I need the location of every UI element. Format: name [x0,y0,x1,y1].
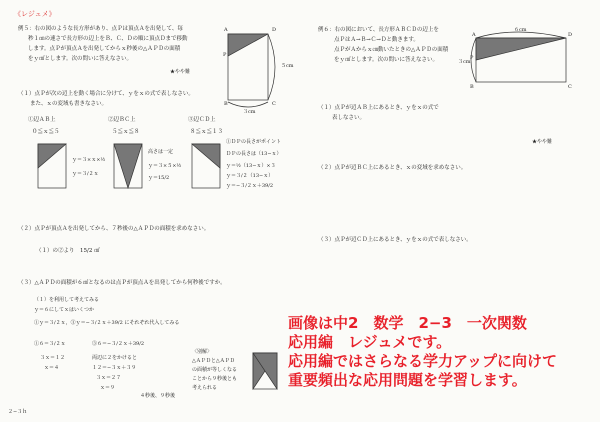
ex5-text-2: 秒１㎝の速さで長方形の辺上をＢ、Ｃ、Ｄの順に頂点Ｄまで移動 [28,36,188,42]
overlay-line-2: 応用編 レジュメです。 [288,333,452,351]
fig5-label-p: P [223,52,227,58]
overlay-line-3: 応用編ではさらなる学力アップに向けて [288,352,557,370]
ex5-text-1: 例５：右の図のような長方形があり、点Ｐは頂点Ａを出発して、毎 [18,26,183,32]
case2-eq-a: 高さは一定 [148,149,174,155]
case3-eq-c: ｙ＝½（13−ｘ）×３ [226,163,276,169]
ex6-q1: （１）点Ｐが辺ＡＢ上にあるとき、ｙをｘの式で [318,105,439,111]
fig5-label-d: D [272,27,277,33]
fig6-label-p: P [470,55,474,61]
note-4: ことから９秒後とも [192,376,238,382]
ex5-a3-k: ｘ＝９ [100,385,116,391]
fig5-label-a: A [224,27,228,33]
case2-range: ５≦ｘ≦８ [112,129,140,135]
case1-range: ０≦ｘ≦５ [32,129,60,135]
fig6-label-c: C [568,84,572,90]
fig6-label-a: A [472,32,476,38]
ex5-a3-i: １２＝−３ｘ＋３９ [92,365,137,371]
ex5-a3-j: ３ｘ＝２７ [96,375,122,381]
ex6-text-4: をｙ㎠とします。次の問いに答えなさい。 [334,57,439,63]
fig6-height: ３cm [458,59,471,65]
case3-title: ③辺ＣＤ上 [188,117,216,123]
ex5-a3-e: ３ｘ＝１２ [40,355,66,361]
ex5-text-3: します。点Ｐが頂点Ａを出発してからｘ秒後の△ＡＰＤの面積 [28,46,181,52]
case1-title: ①辺ＡＢ上 [28,117,56,123]
note-2: △ＡＰＤと△ＡＰＤ [192,358,235,364]
case3-eq-e: ｙ＝−３/２ｘ＋39/2 [226,183,274,189]
fig5-label-c: C [272,101,276,107]
ex6-q1b: 表しなさい。 [332,115,366,121]
ex5-a3-f: ｘ＝４ [44,365,60,371]
note-3: の面積が等しくなる [192,367,238,373]
fig5-height: ５cm [281,63,294,69]
case1-eq-a: ｙ＝３×ｘ×½ [72,157,106,163]
resume-title: 《レジュメ》 [14,10,56,18]
case2-eq-b: ｙ＝３×５×½ [148,163,182,169]
note-5: 考えられる [192,385,218,391]
ex6-text-2: 点ＰはＡ→Ｂ→Ｃ→Ｄと動きます。 [334,37,419,43]
case2-title: ②辺ＢＣ上 [108,117,136,123]
ex5-a3-h: 両辺に２をかけると [92,355,138,361]
ex6-rectangle-figure [466,27,576,90]
case2-eq-c: ｙ＝15/2 [148,175,170,181]
overlay-line-1: 画像は中2 数学 2−3 一次関数 [288,314,527,332]
note-1: 〈別解〉 [192,349,213,355]
ex6-difficulty: ★やや難 [532,139,553,145]
overlay-line-4: 重要頻出な応用問題を学習します。 [288,371,527,389]
ex6-text-3: 点ＰがＡからｘ㎝動いたときの△ＡＰＤの面積 [334,47,449,53]
ex5-a3-d: ①６＝３/２ｘ [34,341,66,347]
ex5-q2: （２）点Ｐが頂点Ａを出発してから、７秒後の△ＡＰＤの面積を求めなさい。 [18,226,210,232]
case1-eq-b: ｙ＝３/２ｘ [72,171,99,177]
ex5-text-4: をｙ㎠とします。次の問いに答えなさい。 [28,56,133,62]
case2-figure [112,142,146,192]
case1-figure [36,142,70,192]
ex5-a3-answer: ４秒後、９秒後 [140,393,176,399]
fig6-label-b: B [470,84,474,90]
ex5-q1b: また、ｘの変域も書きなさい。 [30,101,108,107]
case3-eq-b: ＤＰの長さは（13−ｘ） [226,151,282,157]
case3-figure [190,142,224,192]
ex5-rectangle-figure [222,27,282,110]
fig6-width: ６cm [514,27,527,33]
ex6-q3: （３）点Ｐが辺ＣＤ上にあるとき、ｙをｘの式で表しなさい。 [318,237,472,243]
ex6-text-1: 例６：右の図において、長方形ＡＢＣＤの辺上を [318,27,439,33]
ex5-a3-b: ｙ＝６にしてｘはいくつか [34,307,95,313]
case3-eq-d: ｙ＝３/２（13−ｘ） [226,173,274,179]
page-number: ２−３ｈ [8,409,28,415]
ex5-a3-c: ①ｙ＝３/２ｘ，③ｙ＝−３/２ｘ＋39/2 にそれぞれ代入してみる [34,320,180,326]
ex5-difficulty: ★やや難 [170,69,191,75]
ex5-q1: （１）点Ｐが次の辺上を動く場合に分けて、ｙをｘの式で表しなさい。 [18,91,194,97]
case3-eq-a: ①ＤＰの長さがポイント [226,139,282,145]
note-figure [252,352,280,392]
ex5-q3: （３）△ＡＰＤの面積が６㎠となるのは点Ｐが頂点Ａを出発してから何秒後ですか。 [18,280,226,286]
ex5-a3-g: ③６＝−３/２ｘ＋39/2 [92,341,145,347]
ex5-a3-a: （１）を利用して考えてみる [34,297,100,303]
fig5-width: ３cm [243,109,256,115]
case3-range: ８≦ｘ≦１３ [190,129,224,135]
ex6-q2: （２）点Ｐが辺ＢＣ上にあるとき、ｘの変域を求めなさい。 [318,165,467,171]
fig6-label-d: D [568,32,573,38]
ex5-a2: （１）の②より 15/2 ㎠ [36,248,100,254]
fig5-label-b: B [224,101,228,107]
